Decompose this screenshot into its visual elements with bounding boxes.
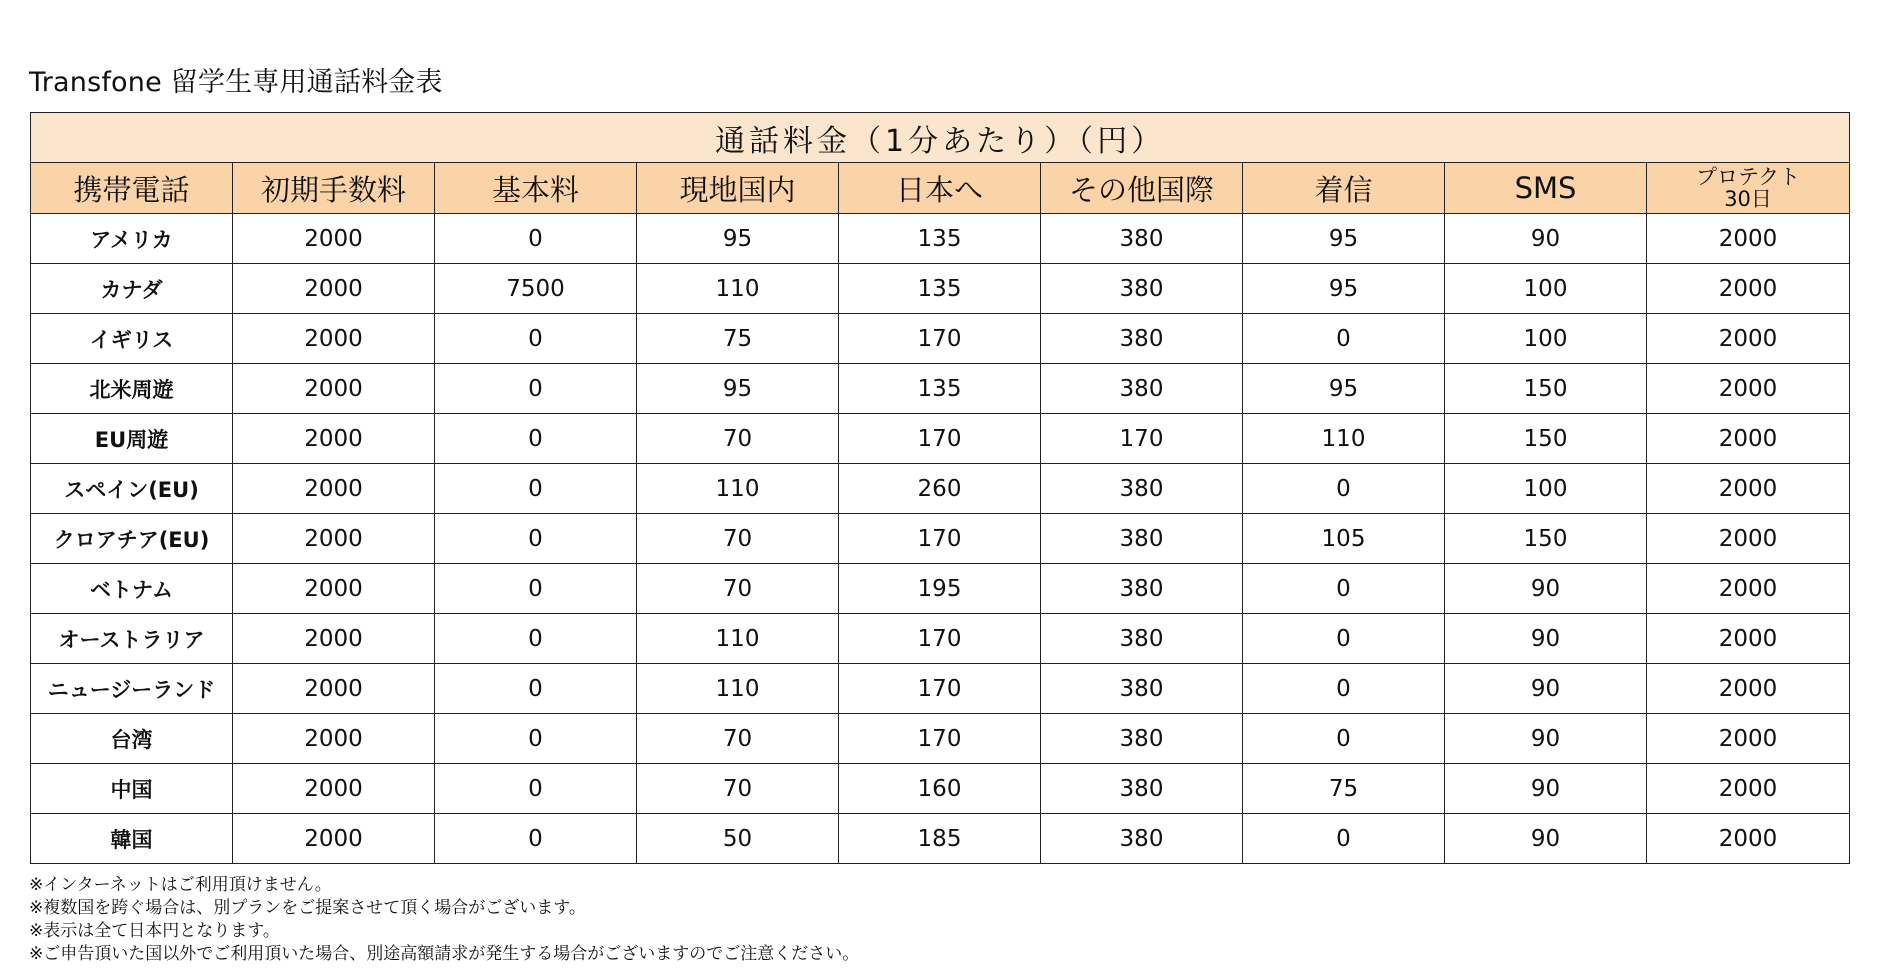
table-row [31, 764, 1850, 814]
cell-sms: 100 [1445, 464, 1647, 514]
cell-sms: 150 [1445, 364, 1647, 414]
cell-country: 韓国 [31, 814, 233, 864]
cell-protect: 2000 [1647, 364, 1850, 414]
notes-section [29, 874, 859, 966]
cell-protect: 2000 [1647, 564, 1850, 614]
cell-local-domestic: 95 [637, 214, 839, 264]
cell-protect: 2000 [1647, 664, 1850, 714]
cell-basic-fee: 0 [435, 364, 637, 414]
cell-initial-fee: 2000 [233, 714, 435, 764]
cell-sms: 150 [1445, 514, 1647, 564]
note-line: ※複数国を跨ぐ場合は、別プランをご提案させて頂く場合がございます。 [29, 898, 586, 918]
table-row [31, 314, 1850, 364]
cell-initial-fee: 2000 [233, 364, 435, 414]
cell-incoming: 0 [1243, 714, 1445, 764]
cell-other-international: 380 [1041, 614, 1243, 664]
cell-incoming: 0 [1243, 314, 1445, 364]
cell-basic-fee: 0 [435, 664, 637, 714]
cell-country: ニュージーランド [31, 664, 233, 714]
cell-incoming: 0 [1243, 464, 1445, 514]
cell-initial-fee: 2000 [233, 214, 435, 264]
cell-basic-fee: 0 [435, 414, 637, 464]
cell-protect: 2000 [1647, 764, 1850, 814]
cell-incoming: 105 [1243, 514, 1445, 564]
cell-incoming: 0 [1243, 614, 1445, 664]
cell-local-domestic: 110 [637, 264, 839, 314]
cell-local-domestic: 95 [637, 364, 839, 414]
cell-local-domestic: 50 [637, 814, 839, 864]
cell-other-international: 380 [1041, 464, 1243, 514]
cell-protect: 2000 [1647, 464, 1850, 514]
header-other-international: その他国際 [1041, 163, 1243, 214]
table-row [31, 614, 1850, 664]
cell-local-domestic: 70 [637, 564, 839, 614]
cell-country: ベトナム [31, 564, 233, 614]
cell-to-japan: 170 [839, 514, 1041, 564]
cell-basic-fee: 0 [435, 564, 637, 614]
header-protect [1647, 163, 1850, 214]
cell-other-international: 380 [1041, 664, 1243, 714]
cell-initial-fee: 2000 [233, 564, 435, 614]
cell-basic-fee: 0 [435, 814, 637, 864]
table-title: 通話料金（1分あたり）（円） [31, 113, 1850, 163]
cell-initial-fee: 2000 [233, 614, 435, 664]
cell-country: 台湾 [31, 714, 233, 764]
rate-table [30, 112, 1850, 864]
cell-sms: 100 [1445, 314, 1647, 364]
cell-basic-fee: 0 [435, 514, 637, 564]
cell-initial-fee: 2000 [233, 514, 435, 564]
cell-basic-fee: 0 [435, 714, 637, 764]
note-line: ※インターネットはご利用頂けません。 [29, 875, 332, 895]
header-incoming: 着信 [1243, 163, 1445, 214]
table-row [31, 714, 1850, 764]
cell-other-international: 380 [1041, 714, 1243, 764]
cell-initial-fee: 2000 [233, 314, 435, 364]
cell-country: オーストラリア [31, 614, 233, 664]
cell-local-domestic: 75 [637, 314, 839, 364]
cell-initial-fee: 2000 [233, 814, 435, 864]
cell-country: カナダ [31, 264, 233, 314]
cell-local-domestic: 70 [637, 764, 839, 814]
cell-protect: 2000 [1647, 614, 1850, 664]
header-phone: 携帯電話 [31, 163, 233, 214]
cell-incoming: 95 [1243, 364, 1445, 414]
cell-other-international: 380 [1041, 364, 1243, 414]
cell-country: クロアチア(EU) [31, 514, 233, 564]
cell-country: イギリス [31, 314, 233, 364]
cell-protect: 2000 [1647, 214, 1850, 264]
cell-protect: 2000 [1647, 314, 1850, 364]
cell-country: スペイン(EU) [31, 464, 233, 514]
cell-to-japan: 135 [839, 264, 1041, 314]
page-title: Transfone 留学生専用通話料金表 [29, 67, 443, 98]
header-basic-fee: 基本料 [435, 163, 637, 214]
header-sms: SMS [1445, 163, 1647, 214]
cell-to-japan: 185 [839, 814, 1041, 864]
cell-basic-fee: 0 [435, 314, 637, 364]
cell-incoming: 75 [1243, 764, 1445, 814]
header-protect-line2: 30日 [1724, 187, 1772, 211]
cell-country: EU周遊 [31, 414, 233, 464]
cell-sms: 90 [1445, 814, 1647, 864]
cell-protect: 2000 [1647, 714, 1850, 764]
cell-incoming: 0 [1243, 564, 1445, 614]
cell-other-international: 380 [1041, 564, 1243, 614]
cell-to-japan: 170 [839, 314, 1041, 364]
header-to-japan: 日本へ [839, 163, 1041, 214]
cell-to-japan: 135 [839, 364, 1041, 414]
cell-initial-fee: 2000 [233, 664, 435, 714]
cell-to-japan: 170 [839, 664, 1041, 714]
table-row [31, 464, 1850, 514]
cell-other-international: 380 [1041, 764, 1243, 814]
cell-other-international: 380 [1041, 814, 1243, 864]
cell-basic-fee: 7500 [435, 264, 637, 314]
cell-initial-fee: 2000 [233, 764, 435, 814]
cell-sms: 90 [1445, 664, 1647, 714]
cell-basic-fee: 0 [435, 764, 637, 814]
cell-sms: 90 [1445, 764, 1647, 814]
cell-other-international: 170 [1041, 414, 1243, 464]
cell-protect: 2000 [1647, 414, 1850, 464]
cell-sms: 90 [1445, 714, 1647, 764]
table-title-row [31, 113, 1850, 163]
table-body [31, 214, 1850, 864]
cell-local-domestic: 70 [637, 514, 839, 564]
cell-basic-fee: 0 [435, 464, 637, 514]
cell-protect: 2000 [1647, 814, 1850, 864]
cell-other-international: 380 [1041, 314, 1243, 364]
header-local-domestic: 現地国内 [637, 163, 839, 214]
cell-protect: 2000 [1647, 514, 1850, 564]
cell-to-japan: 195 [839, 564, 1041, 614]
cell-to-japan: 260 [839, 464, 1041, 514]
cell-incoming: 0 [1243, 664, 1445, 714]
cell-country: 中国 [31, 764, 233, 814]
cell-local-domestic: 110 [637, 664, 839, 714]
cell-to-japan: 170 [839, 414, 1041, 464]
header-initial-fee: 初期手数料 [233, 163, 435, 214]
cell-local-domestic: 70 [637, 414, 839, 464]
table-row [31, 564, 1850, 614]
cell-initial-fee: 2000 [233, 264, 435, 314]
cell-country: アメリカ [31, 214, 233, 264]
table-row [31, 214, 1850, 264]
cell-other-international: 380 [1041, 264, 1243, 314]
cell-sms: 90 [1445, 614, 1647, 664]
cell-country: 北米周遊 [31, 364, 233, 414]
cell-incoming: 95 [1243, 214, 1445, 264]
cell-protect: 2000 [1647, 264, 1850, 314]
cell-to-japan: 170 [839, 614, 1041, 664]
cell-sms: 150 [1445, 414, 1647, 464]
table-row [31, 664, 1850, 714]
cell-incoming: 0 [1243, 814, 1445, 864]
note-line: ※表示は全て日本円となります。 [29, 921, 280, 941]
table-row [31, 414, 1850, 464]
cell-basic-fee: 0 [435, 614, 637, 664]
cell-sms: 100 [1445, 264, 1647, 314]
cell-incoming: 110 [1243, 414, 1445, 464]
cell-initial-fee: 2000 [233, 464, 435, 514]
cell-local-domestic: 110 [637, 614, 839, 664]
header-protect-line1: プロテクト [1695, 165, 1801, 189]
cell-sms: 90 [1445, 214, 1647, 264]
table-row [31, 514, 1850, 564]
cell-to-japan: 170 [839, 714, 1041, 764]
cell-incoming: 95 [1243, 264, 1445, 314]
cell-other-international: 380 [1041, 214, 1243, 264]
note-line: ※ご申告頂いた国以外でご利用頂いた場合、別途高額請求が発生する場合がございますのでご注意ください。 [29, 944, 860, 964]
cell-local-domestic: 70 [637, 714, 839, 764]
cell-initial-fee: 2000 [233, 414, 435, 464]
cell-to-japan: 135 [839, 214, 1041, 264]
table-row [31, 364, 1850, 414]
table-header-row [31, 163, 1850, 214]
cell-sms: 90 [1445, 564, 1647, 614]
table-row [31, 264, 1850, 314]
cell-basic-fee: 0 [435, 214, 637, 264]
table-row [31, 814, 1850, 864]
cell-other-international: 380 [1041, 514, 1243, 564]
cell-local-domestic: 110 [637, 464, 839, 514]
cell-to-japan: 160 [839, 764, 1041, 814]
